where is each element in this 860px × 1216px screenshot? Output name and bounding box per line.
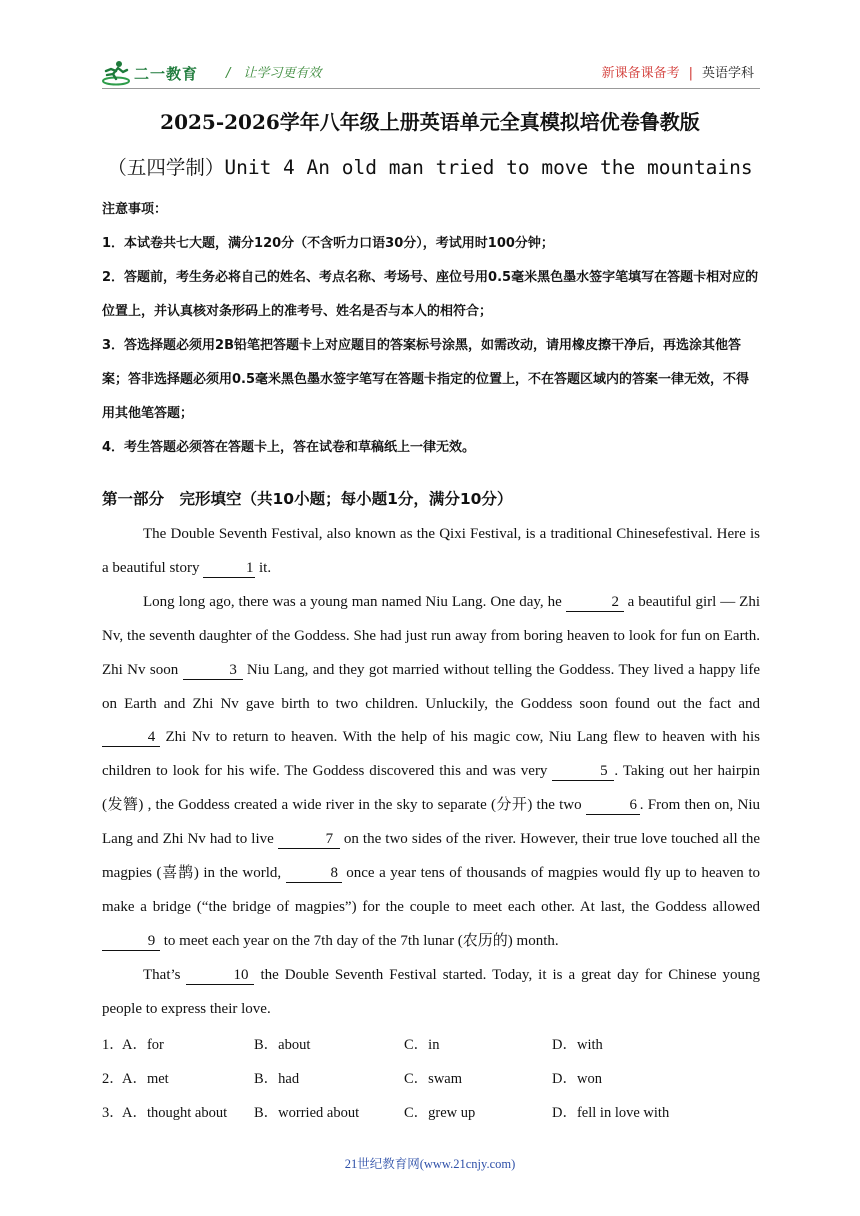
logo	[102, 58, 198, 88]
passage-text: once a year tens of thousands of magpies would fly up to heaven to make a bridge (“the bridge of magpies”) for the couple to meet each other. At last, the Goddess allowed	[102, 865, 760, 915]
question-number: 1．	[102, 1037, 124, 1053]
option-d: D．with	[552, 1037, 603, 1053]
option-a: A．thought about	[122, 1105, 228, 1121]
instructions-heading: 注意事项：	[102, 202, 168, 217]
page-footer: 21世纪教育网(www.21cnjy.com)	[344, 1157, 516, 1171]
answer-blank: 9	[102, 932, 160, 951]
answer-blank: 2	[566, 593, 624, 612]
passage-paragraph	[102, 518, 760, 586]
passage-paragraph	[102, 959, 760, 1027]
passage-text: it.	[255, 559, 272, 576]
option-b: B．about	[254, 1037, 311, 1053]
question-row	[102, 1025, 760, 1059]
option-d: D．won	[552, 1071, 602, 1087]
header-separator: |	[688, 66, 693, 81]
answer-options	[102, 1025, 760, 1127]
option-c: C．swam	[404, 1071, 462, 1087]
option-b: B．worried about	[254, 1105, 360, 1121]
passage-text: a beautiful girl — Zhi Nv, the seventh daughter of the Goddess. She had just run away from boring heaven to look for fun on Earth. Zhi Nv soon	[102, 593, 760, 678]
option-a: A．for	[122, 1037, 164, 1053]
instruction-item: 4．考生答题必须答在答题卡上，答在试卷和草稿纸上一律无效。	[102, 440, 476, 455]
instruction-item: 1．本试卷共七大题，满分120分（不含听力口语30分），考试用时100分钟；	[102, 236, 554, 251]
question-number: 2．	[102, 1071, 124, 1087]
passage-text: . Taking out her hairpin (发簪) , the Goddess created a wide river in the sky to separate (分开) the two	[102, 763, 760, 814]
header-divider	[102, 88, 760, 89]
answer-blank: 3	[183, 661, 243, 680]
cloze-passage	[102, 518, 760, 1027]
answer-blank: 10	[186, 966, 254, 985]
option-a: A．met	[122, 1071, 169, 1087]
option-d: D．fell in love with	[552, 1105, 670, 1121]
passage-paragraph	[102, 586, 760, 959]
option-c: C．grew up	[404, 1105, 476, 1121]
section-title: 第一部分 完形填空（共10小题；每小题1分，满分10分）	[102, 490, 513, 508]
instruction-item: 2．答题前，考生务必将自己的姓名、考点名称、考场号、座位号用0.5毫米黑色墨水签字笔填写在答题卡相对应的位置上，并认真核对条形码上的准考号、姓名是否与本人的相符合；	[102, 270, 759, 319]
passage-text: to meet each year on the 7th day of the 7th lunar (农历的) month.	[160, 932, 559, 949]
exam-title: 2025-2026学年八年级上册英语单元全真模拟培优卷鲁教版	[160, 110, 700, 134]
instructions	[102, 193, 760, 465]
answer-blank: 7	[278, 830, 340, 849]
answer-blank: 8	[286, 864, 342, 883]
option-c: C．in	[404, 1037, 440, 1053]
passage-text: on the two sides of the river. However, their true love touched all the magpies (喜鹊) in the world,	[102, 831, 760, 882]
instruction-item: 3．答选择题必须用2B铅笔把答题卡上对应题目的答案标号涂黑，如需改动，请用橡皮擦干净后，再选涂其他答案；答非选择题必须用0.5毫米黑色墨水签字笔写在答题卡指定的位置上，不在答题区域内的答案一律无效，不得用其他笔答题；	[102, 338, 750, 421]
header-slogan: / 让学习更有效	[226, 66, 322, 81]
passage-text: Niu Lang, and they got married without telling the Goddess. They lived a happy life on Earth and Zhi Nv gave birth to two children. Unluckily, the Goddess soon found out the fact and	[102, 661, 761, 712]
header-subject-label: 英语学科	[701, 66, 754, 81]
question-row	[102, 1093, 760, 1127]
exam-subtitle: （五四学制）Unit 4 An old man tried to move the mountains	[107, 156, 753, 179]
answer-blank: 4	[102, 728, 160, 747]
running-man-logo-icon	[102, 60, 130, 86]
logo-text: 二一教育	[134, 64, 199, 83]
header-subject	[602, 62, 754, 81]
passage-text: The Double Seventh Festival, also known as the Qixi Festival, is a traditional Chinesefestival. Here is a beautiful story	[102, 526, 760, 576]
passage-text: Zhi Nv to return to heaven. With the help of his magic cow, Niu Lang flew to heaven with his children to look for his wife. The Goddess discovered this and was very	[102, 729, 760, 780]
answer-blank: 1	[203, 559, 255, 578]
passage-text: That’s	[143, 966, 187, 983]
passage-text: Long long ago, there was a young man named Niu Lang. One day, he	[143, 593, 566, 610]
answer-blank: 6	[586, 796, 640, 815]
option-b: B．had	[254, 1071, 300, 1087]
question-number: 3．	[102, 1105, 124, 1121]
page-header	[102, 58, 760, 90]
passage-text: the Double Seventh Festival started. Today, it is a great day for Chinese young people to express their love.	[102, 966, 761, 1017]
answer-blank: 5	[552, 762, 614, 781]
header-tagline: 新课备课备考	[601, 66, 680, 81]
passage-text: . From then on, Niu Lang and Zhi Nv had to live	[102, 797, 760, 848]
question-row	[102, 1059, 760, 1093]
